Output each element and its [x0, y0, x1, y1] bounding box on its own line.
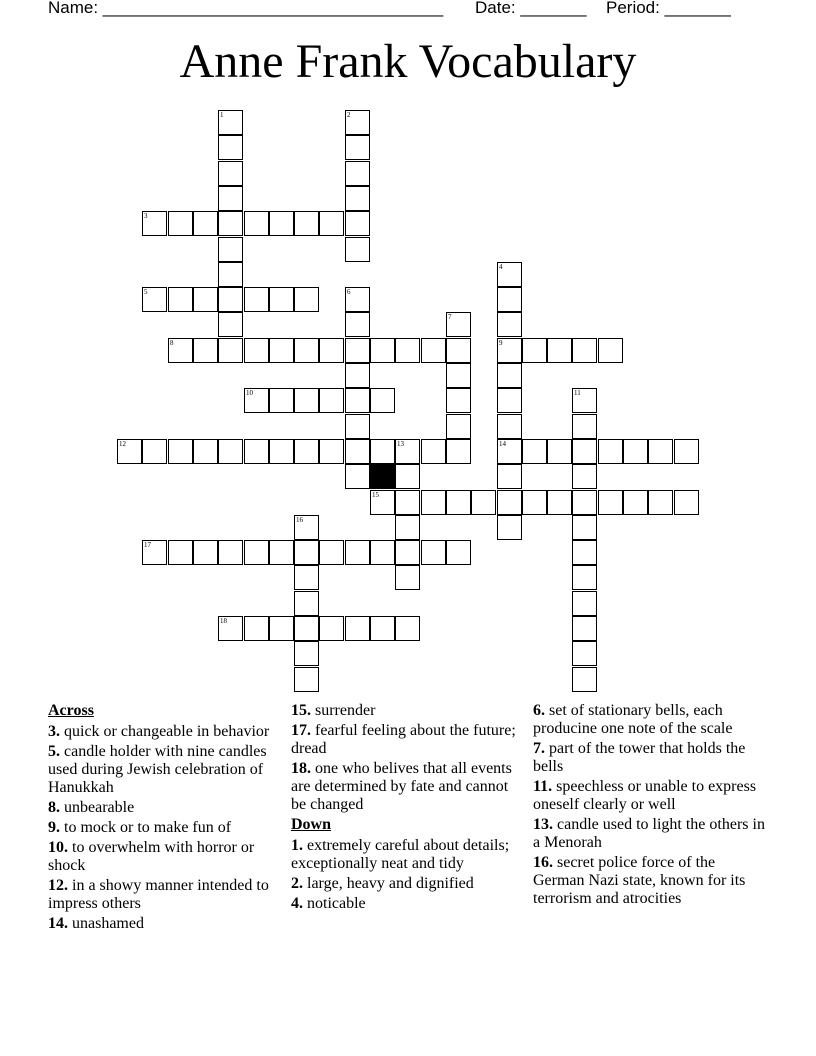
grid-cell[interactable] [572, 540, 597, 565]
grid-cell[interactable] [218, 161, 243, 186]
grid-cell[interactable] [572, 616, 597, 641]
worksheet-title: Anne Frank Vocabulary [179, 35, 637, 88]
grid-cell[interactable] [446, 414, 471, 439]
grid-cell[interactable] [345, 186, 370, 211]
across-heading: Across [48, 702, 94, 719]
grid-cell[interactable] [218, 439, 243, 464]
grid-cell[interactable] [218, 211, 243, 236]
grid-cell[interactable] [193, 540, 218, 565]
grid-cell[interactable] [497, 312, 522, 337]
grid-cell[interactable] [345, 161, 370, 186]
grid-cell[interactable] [345, 312, 370, 337]
grid-cell[interactable] [345, 439, 370, 464]
grid-cell[interactable] [345, 388, 370, 413]
clue-text: noticable [307, 895, 366, 912]
clue-text: speechless or unable to express oneself clearly or well [533, 778, 757, 813]
grid-cell[interactable] [168, 338, 193, 363]
grid-cell[interactable] [421, 490, 446, 515]
grid-cell[interactable] [269, 338, 294, 363]
grid-cell[interactable] [294, 388, 319, 413]
clue-number: 15 [372, 491, 379, 499]
clue-item [533, 854, 765, 908]
grid-cell[interactable] [269, 211, 294, 236]
grid-cell[interactable] [244, 338, 269, 363]
clue-number: 3 [144, 212, 148, 220]
grid-cell[interactable] [319, 338, 344, 363]
clue-text: one who belives that all events are determined by fate and cannot be changed [291, 760, 512, 813]
grid-cell[interactable] [446, 363, 471, 388]
grid-cell[interactable] [370, 616, 395, 641]
grid-cell[interactable] [294, 515, 319, 540]
grid-cell[interactable] [218, 186, 243, 211]
grid-cell[interactable] [345, 414, 370, 439]
grid-cell[interactable] [193, 338, 218, 363]
grid-cell[interactable] [497, 363, 522, 388]
clue-text: surrender [315, 702, 376, 719]
grid-cell[interactable] [370, 439, 395, 464]
grid-cell[interactable] [623, 439, 648, 464]
clue-text: candle holder with nine candles used during Jewish celebration of Hanukkah [48, 743, 267, 796]
grid-cell[interactable] [218, 338, 243, 363]
grid-cell[interactable] [497, 338, 522, 363]
clue-number: 9 [499, 339, 503, 347]
grid-cell[interactable] [395, 540, 420, 565]
grid-cell[interactable] [345, 616, 370, 641]
grid-cell[interactable] [497, 515, 522, 540]
grid-cell[interactable] [345, 338, 370, 363]
grid-cell[interactable] [572, 338, 597, 363]
grid-cell[interactable] [345, 287, 370, 312]
grid-cell[interactable] [345, 237, 370, 262]
clue-number: 13 [397, 440, 404, 448]
grid-cell[interactable] [294, 338, 319, 363]
grid-cell[interactable] [345, 135, 370, 160]
clue-number-label: 9. [48, 819, 60, 836]
grid-cell[interactable] [319, 388, 344, 413]
shaded-cell [370, 464, 395, 489]
clue-text: fearful feeling about the future; dread [291, 722, 516, 757]
grid-cell[interactable] [370, 540, 395, 565]
clue-item [291, 875, 519, 893]
clue-text: unbearable [64, 799, 135, 816]
grid-cell[interactable] [294, 287, 319, 312]
grid-cell[interactable] [370, 338, 395, 363]
clue-item [291, 760, 519, 814]
clue-number-label: 10. [48, 839, 68, 856]
grid-cell[interactable] [142, 287, 167, 312]
grid-cell[interactable] [648, 439, 673, 464]
grid-cell[interactable] [446, 338, 471, 363]
grid-cell[interactable] [269, 388, 294, 413]
clue-text: unashamed [72, 915, 144, 932]
grid-cell[interactable] [648, 490, 673, 515]
clue-number-label: 2. [291, 875, 303, 892]
grid-cell[interactable] [294, 667, 319, 692]
grid-cell[interactable] [244, 211, 269, 236]
grid-cell[interactable] [218, 540, 243, 565]
grid-cell[interactable] [168, 439, 193, 464]
grid-cell[interactable] [168, 287, 193, 312]
clues-column-3 [533, 702, 765, 910]
grid-cell[interactable] [218, 616, 243, 641]
grid-cell[interactable] [547, 490, 572, 515]
clue-item [291, 837, 519, 873]
clue-item [48, 819, 273, 837]
grid-cell[interactable] [395, 338, 420, 363]
grid-cell[interactable] [421, 439, 446, 464]
clue-text: to mock or to make fun of [64, 819, 232, 836]
clue-item [48, 839, 273, 875]
clue-item [291, 895, 519, 913]
grid-cell[interactable] [345, 464, 370, 489]
grid-cell[interactable] [572, 565, 597, 590]
clue-item [533, 740, 765, 776]
grid-cell[interactable] [244, 540, 269, 565]
grid-cell[interactable] [294, 591, 319, 616]
grid-cell[interactable] [269, 616, 294, 641]
grid-cell[interactable] [395, 490, 420, 515]
clue-number: 1 [220, 111, 224, 119]
grid-cell[interactable] [623, 490, 648, 515]
clue-number: 6 [347, 288, 351, 296]
grid-cell[interactable] [193, 287, 218, 312]
grid-cell[interactable] [269, 287, 294, 312]
grid-cell[interactable] [345, 363, 370, 388]
grid-cell[interactable] [572, 667, 597, 692]
date-field-label: Date: _______ [475, 0, 587, 17]
clue-text: part of the tower that holds the bells [533, 740, 746, 775]
grid-cell[interactable] [142, 211, 167, 236]
grid-cell[interactable] [269, 439, 294, 464]
clue-number: 4 [499, 263, 503, 271]
clue-number-label: 13. [533, 816, 553, 833]
grid-cell[interactable] [168, 211, 193, 236]
grid-cell[interactable] [522, 439, 547, 464]
grid-cell[interactable] [598, 439, 623, 464]
grid-cell[interactable] [294, 616, 319, 641]
grid-cell[interactable] [421, 338, 446, 363]
grid-cell[interactable] [244, 616, 269, 641]
clue-number-label: 12. [48, 877, 68, 894]
grid-cell[interactable] [370, 490, 395, 515]
grid-cell[interactable] [395, 439, 420, 464]
grid-cell[interactable] [497, 287, 522, 312]
grid-cell[interactable] [395, 616, 420, 641]
grid-cell[interactable] [572, 490, 597, 515]
clue-text: set of stationary bells, each producine one note of the scale [533, 702, 733, 737]
clue-number: 11 [574, 389, 581, 397]
grid-cell[interactable] [218, 135, 243, 160]
grid-cell[interactable] [471, 490, 496, 515]
grid-cell[interactable] [572, 591, 597, 616]
grid-cell[interactable] [168, 540, 193, 565]
grid-cell[interactable] [497, 414, 522, 439]
clue-number-label: 11. [533, 778, 553, 795]
clue-number: 8 [170, 339, 174, 347]
grid-cell[interactable] [497, 262, 522, 287]
clue-number: 10 [246, 389, 253, 397]
grid-cell[interactable] [547, 338, 572, 363]
grid-cell[interactable] [193, 439, 218, 464]
grid-cell[interactable] [218, 110, 243, 135]
grid-cell[interactable] [294, 439, 319, 464]
grid-cell[interactable] [522, 338, 547, 363]
grid-cell[interactable] [547, 439, 572, 464]
grid-cell[interactable] [497, 439, 522, 464]
grid-cell[interactable] [421, 540, 446, 565]
clue-number: 7 [448, 313, 452, 321]
clue-item [48, 877, 273, 913]
clue-text: candle used to light the others in a Menorah [533, 816, 765, 851]
grid-cell[interactable] [446, 388, 471, 413]
period-field-label: Period: _______ [606, 0, 731, 17]
grid-cell[interactable] [446, 439, 471, 464]
clue-number-label: 18. [291, 760, 311, 777]
clue-number-label: 4. [291, 895, 303, 912]
clue-number: 17 [144, 541, 151, 549]
clue-text: extremely careful about details; exceptionally neat and tidy [291, 837, 510, 872]
clue-item [533, 702, 765, 738]
clue-item [533, 778, 765, 814]
grid-cell[interactable] [319, 211, 344, 236]
grid-cell[interactable] [522, 490, 547, 515]
grid-cell[interactable] [244, 388, 269, 413]
grid-cell[interactable] [244, 287, 269, 312]
clue-number-label: 3. [48, 723, 60, 740]
clue-item [48, 915, 273, 933]
clue-number: 12 [119, 440, 126, 448]
clue-number: 14 [499, 440, 506, 448]
clue-number-label: 1. [291, 837, 303, 854]
clues-column-2 [291, 702, 519, 915]
grid-cell[interactable] [142, 540, 167, 565]
clue-number-label: 7. [533, 740, 545, 757]
grid-cell[interactable] [345, 540, 370, 565]
grid-cell[interactable] [674, 439, 699, 464]
grid-cell[interactable] [294, 540, 319, 565]
grid-cell[interactable] [319, 540, 344, 565]
clue-number-label: 17. [291, 722, 311, 739]
grid-cell[interactable] [497, 490, 522, 515]
clue-number: 16 [296, 516, 303, 524]
clues-column-1 [48, 702, 273, 935]
clue-item [291, 722, 519, 758]
clue-item [533, 816, 765, 852]
clue-text: in a showy manner intended to impress others [48, 877, 269, 912]
grid-cell[interactable] [370, 388, 395, 413]
grid-cell[interactable] [598, 338, 623, 363]
grid-cell[interactable] [497, 388, 522, 413]
grid-cell[interactable] [446, 312, 471, 337]
grid-cell[interactable] [497, 464, 522, 489]
grid-cell[interactable] [319, 616, 344, 641]
clue-number-label: 14. [48, 915, 68, 932]
clue-text: quick or changeable in behavior [64, 723, 270, 740]
grid-cell[interactable] [572, 439, 597, 464]
clue-number-label: 8. [48, 799, 60, 816]
clue-text: large, heavy and dignified [307, 875, 474, 892]
clue-item [48, 743, 273, 797]
grid-cell[interactable] [572, 515, 597, 540]
grid-cell[interactable] [193, 211, 218, 236]
grid-cell[interactable] [294, 641, 319, 666]
grid-cell[interactable] [345, 211, 370, 236]
grid-cell[interactable] [674, 490, 699, 515]
clue-item [48, 723, 273, 741]
grid-cell[interactable] [269, 540, 294, 565]
clue-text: secret police force of the German Nazi state, known for its terrorism and atrocities [533, 854, 746, 907]
grid-cell[interactable] [218, 312, 243, 337]
grid-cell[interactable] [395, 515, 420, 540]
grid-cell[interactable] [294, 565, 319, 590]
grid-cell[interactable] [218, 262, 243, 287]
clue-item [48, 799, 273, 817]
grid-cell[interactable] [395, 565, 420, 590]
grid-cell[interactable] [395, 464, 420, 489]
grid-cell[interactable] [446, 490, 471, 515]
clue-number-label: 15. [291, 702, 311, 719]
grid-cell[interactable] [244, 439, 269, 464]
grid-cell[interactable] [345, 110, 370, 135]
clue-item [291, 702, 519, 720]
grid-cell[interactable] [572, 464, 597, 489]
grid-cell[interactable] [598, 490, 623, 515]
clue-number: 18 [220, 617, 227, 625]
grid-cell[interactable] [142, 439, 167, 464]
grid-cell[interactable] [117, 439, 142, 464]
grid-cell[interactable] [446, 540, 471, 565]
grid-cell[interactable] [572, 414, 597, 439]
clue-number: 5 [144, 288, 148, 296]
grid-cell[interactable] [218, 287, 243, 312]
name-field-label: Name: ____________________________________ [48, 0, 444, 17]
clue-text: to overwhelm with horror or shock [48, 839, 255, 874]
clue-number-label: 16. [533, 854, 553, 871]
grid-cell[interactable] [218, 237, 243, 262]
down-heading: Down [291, 816, 332, 833]
clue-number: 2 [347, 111, 351, 119]
grid-cell[interactable] [319, 439, 344, 464]
clue-number-label: 6. [533, 702, 545, 719]
grid-cell[interactable] [572, 641, 597, 666]
clue-number-label: 5. [48, 743, 60, 760]
grid-cell[interactable] [294, 211, 319, 236]
grid-cell[interactable] [572, 388, 597, 413]
